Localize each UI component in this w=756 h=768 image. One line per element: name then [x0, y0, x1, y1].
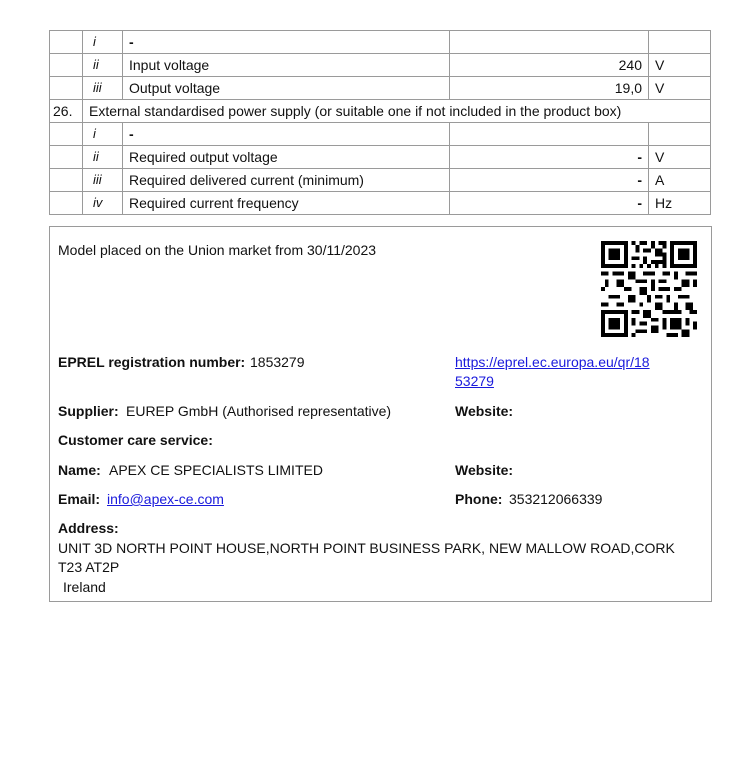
row-number-cell [50, 31, 83, 54]
row-unit: A [649, 169, 711, 192]
row-value [450, 123, 649, 146]
email-label: Email: [58, 491, 101, 507]
section-number: 26. [50, 100, 83, 123]
row-number-cell [50, 77, 83, 100]
table-row [50, 77, 711, 100]
name-value: APEX CE SPECIALISTS LIMITED [109, 462, 323, 478]
table-row [50, 31, 711, 54]
table-row [50, 169, 711, 192]
phone-value: 353212066339 [509, 491, 603, 507]
table-row [50, 123, 711, 146]
row-index: ii [83, 146, 123, 169]
row-unit [649, 123, 711, 146]
name-label: Name: [58, 462, 101, 478]
row-index: iv [83, 192, 123, 215]
row-unit: V [649, 54, 711, 77]
row-number-cell [50, 169, 83, 192]
row-value: - [450, 146, 649, 169]
row-unit: V [649, 146, 711, 169]
row-label: Input voltage [123, 54, 450, 77]
phone-label: Phone: [455, 491, 503, 507]
product-info-box [49, 226, 712, 602]
row-number-cell [50, 54, 83, 77]
row-label: Required delivered current (minimum) [123, 169, 450, 192]
address-label: Address: [58, 520, 119, 536]
model-placed-text: Model placed on the Union market from 30/11/2023 [58, 242, 377, 258]
row-index: ii [83, 54, 123, 77]
row-number-cell [50, 146, 83, 169]
supplier-value: EUREP GmbH (Authorised representative) [126, 403, 392, 419]
customer-care-heading: Customer care service: [58, 432, 213, 448]
website-label: Website: [455, 462, 514, 478]
eprel-number: 1853279 [250, 354, 305, 370]
row-unit [649, 31, 711, 54]
row-label: Required output voltage [123, 146, 450, 169]
website-label: Website: [455, 403, 514, 419]
table-row [50, 146, 711, 169]
eprel-link-line2[interactable]: 53279 [455, 373, 494, 389]
row-index: iii [83, 77, 123, 100]
row-label: Required current frequency [123, 192, 450, 215]
row-value [450, 31, 649, 54]
row-label: - [123, 31, 450, 54]
row-index: i [83, 31, 123, 54]
address-line: T23 AT2P [58, 559, 120, 575]
row-label: Output voltage [123, 77, 450, 100]
row-index: i [83, 123, 123, 146]
section-header-row [50, 100, 711, 123]
address-country: Ireland [63, 579, 106, 595]
row-value: - [450, 192, 649, 215]
table-row [50, 54, 711, 77]
row-value: 240 [450, 54, 649, 77]
row-unit: Hz [649, 192, 711, 215]
row-label: - [123, 123, 450, 146]
row-number-cell [50, 192, 83, 215]
qr-code-icon[interactable] [601, 241, 697, 337]
supplier-label: Supplier: [58, 403, 119, 419]
row-unit: V [649, 77, 711, 100]
eprel-link-line1[interactable]: https://eprel.ec.europa.eu/qr/18 [455, 354, 650, 370]
row-value: 19,0 [450, 77, 649, 100]
spec-table [49, 30, 711, 215]
eprel-label: EPREL registration number: [58, 354, 246, 370]
row-value: - [450, 169, 649, 192]
email-link[interactable]: info@apex-ce.com [107, 491, 224, 507]
address-line: UNIT 3D NORTH POINT HOUSE,NORTH POINT BUSINESS PARK, NEW MALLOW ROAD,CORK [58, 540, 675, 556]
section-title: External standardised power supply (or suitable one if not included in the product box) [83, 100, 711, 123]
table-row [50, 192, 711, 215]
row-number-cell [50, 123, 83, 146]
row-index: iii [83, 169, 123, 192]
